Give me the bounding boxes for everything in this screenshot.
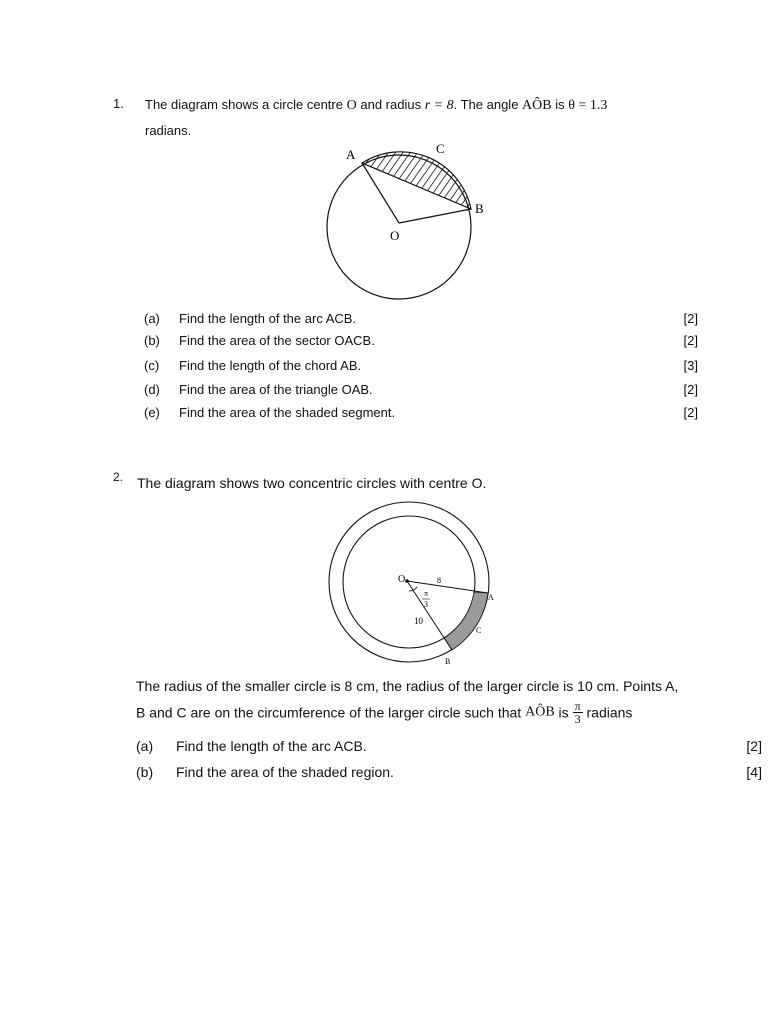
q1-part-text: Find the area of the triangle OAB. [179, 382, 373, 397]
q1-centre: O [346, 98, 357, 113]
q1-part-e [144, 405, 704, 423]
q1-part-label: (a) [144, 311, 160, 326]
q1-part-marks: [2] [683, 311, 698, 326]
q2-number: 2. [113, 470, 124, 484]
q1-intro [145, 97, 607, 114]
q2-label-o: O [398, 574, 406, 585]
q2-frac-num: π [574, 699, 581, 713]
q2-label-a: A [488, 593, 494, 602]
q2-angle-fraction [573, 700, 583, 725]
q1-label-c: C [436, 141, 445, 156]
q1-part-d [144, 382, 704, 400]
q1-part-marks: [2] [683, 333, 698, 348]
q2-part-text: Find the area of the shaded region. [176, 764, 394, 780]
q2-centre-dot [405, 579, 409, 583]
q1-line2: radians. [145, 123, 192, 138]
q1-part-label: (d) [144, 382, 160, 397]
q1-radius-expr: r = 8 [424, 98, 454, 113]
q2-angle-arc [409, 587, 417, 591]
q1-intro-d: is [555, 97, 565, 112]
q2-label-10: 10 [414, 616, 423, 626]
q1-part-text: Find the length of the arc ACB. [179, 311, 357, 326]
q1-part-label: (b) [144, 333, 160, 348]
q1-intro-c: . The angle [453, 97, 519, 112]
q2-part-b [136, 764, 764, 784]
q2-label-c: C [476, 626, 482, 635]
q1-label-a: A [346, 147, 356, 162]
q2-part-marks: [4] [746, 764, 762, 780]
q1-diagram [310, 138, 510, 306]
q1-number: 1. [113, 96, 124, 111]
q1-part-text: Find the area of the shaded segment. [179, 405, 396, 420]
q2-angle-name: AÔB [525, 704, 555, 720]
q2-diagram [322, 500, 502, 670]
q1-part-text: Find the area of the sector OACB. [179, 333, 375, 348]
q2-line1: The radius of the smaller circle is 8 cm, the radius of the larger circle is 10 cm. Points A, [136, 678, 679, 694]
q1-part-b [144, 333, 704, 351]
q1-theta-expr: θ = 1.3 [568, 98, 608, 113]
q1-angle-name: AÔB [522, 98, 552, 113]
q1-part-text: Find the length of the chord AB. [179, 358, 362, 373]
q1-part-label: (c) [144, 358, 160, 373]
q1-part-c [144, 358, 704, 376]
q2-inner-circle [343, 516, 475, 648]
q2-frac-den: 3 [574, 712, 581, 726]
q2-line2-a: B and C are on the circumference of the larger circle such that [136, 704, 522, 721]
q1-shaded-segment [362, 152, 471, 209]
q2-part-label: (b) [136, 764, 154, 780]
q2-part-text: Find the length of the arc ACB. [176, 738, 367, 754]
q2-intro: The diagram shows two concentric circles with centre O. [137, 475, 487, 491]
q2-part-label: (a) [136, 738, 154, 754]
q2-part-marks: [2] [746, 738, 762, 754]
q2-label-8: 8 [437, 576, 441, 585]
q2-part-a [136, 738, 764, 758]
q2-angle-num: π [423, 589, 429, 598]
q1-radius-ob [399, 209, 471, 223]
q2-angle-den: 3 [424, 600, 428, 609]
q1-part-marks: [3] [683, 358, 698, 373]
q2-line2-b: is [558, 704, 569, 721]
q2-line2-c: radians [586, 704, 633, 721]
q1-part-marks: [2] [683, 382, 698, 397]
q1-intro-a: The diagram shows a circle centre [145, 97, 343, 112]
q1-part-label: (e) [144, 405, 160, 420]
q2-line2 [136, 700, 632, 732]
q1-label-o: O [390, 228, 400, 243]
q1-label-b: B [475, 201, 484, 216]
q2-label-b: B [445, 657, 451, 666]
q1-part-marks: [2] [683, 405, 698, 420]
q2-shaded-region [444, 592, 488, 650]
q1-intro-b: and radius [360, 97, 422, 112]
q2-radius-oa [407, 581, 488, 593]
q1-part-a [144, 311, 704, 329]
